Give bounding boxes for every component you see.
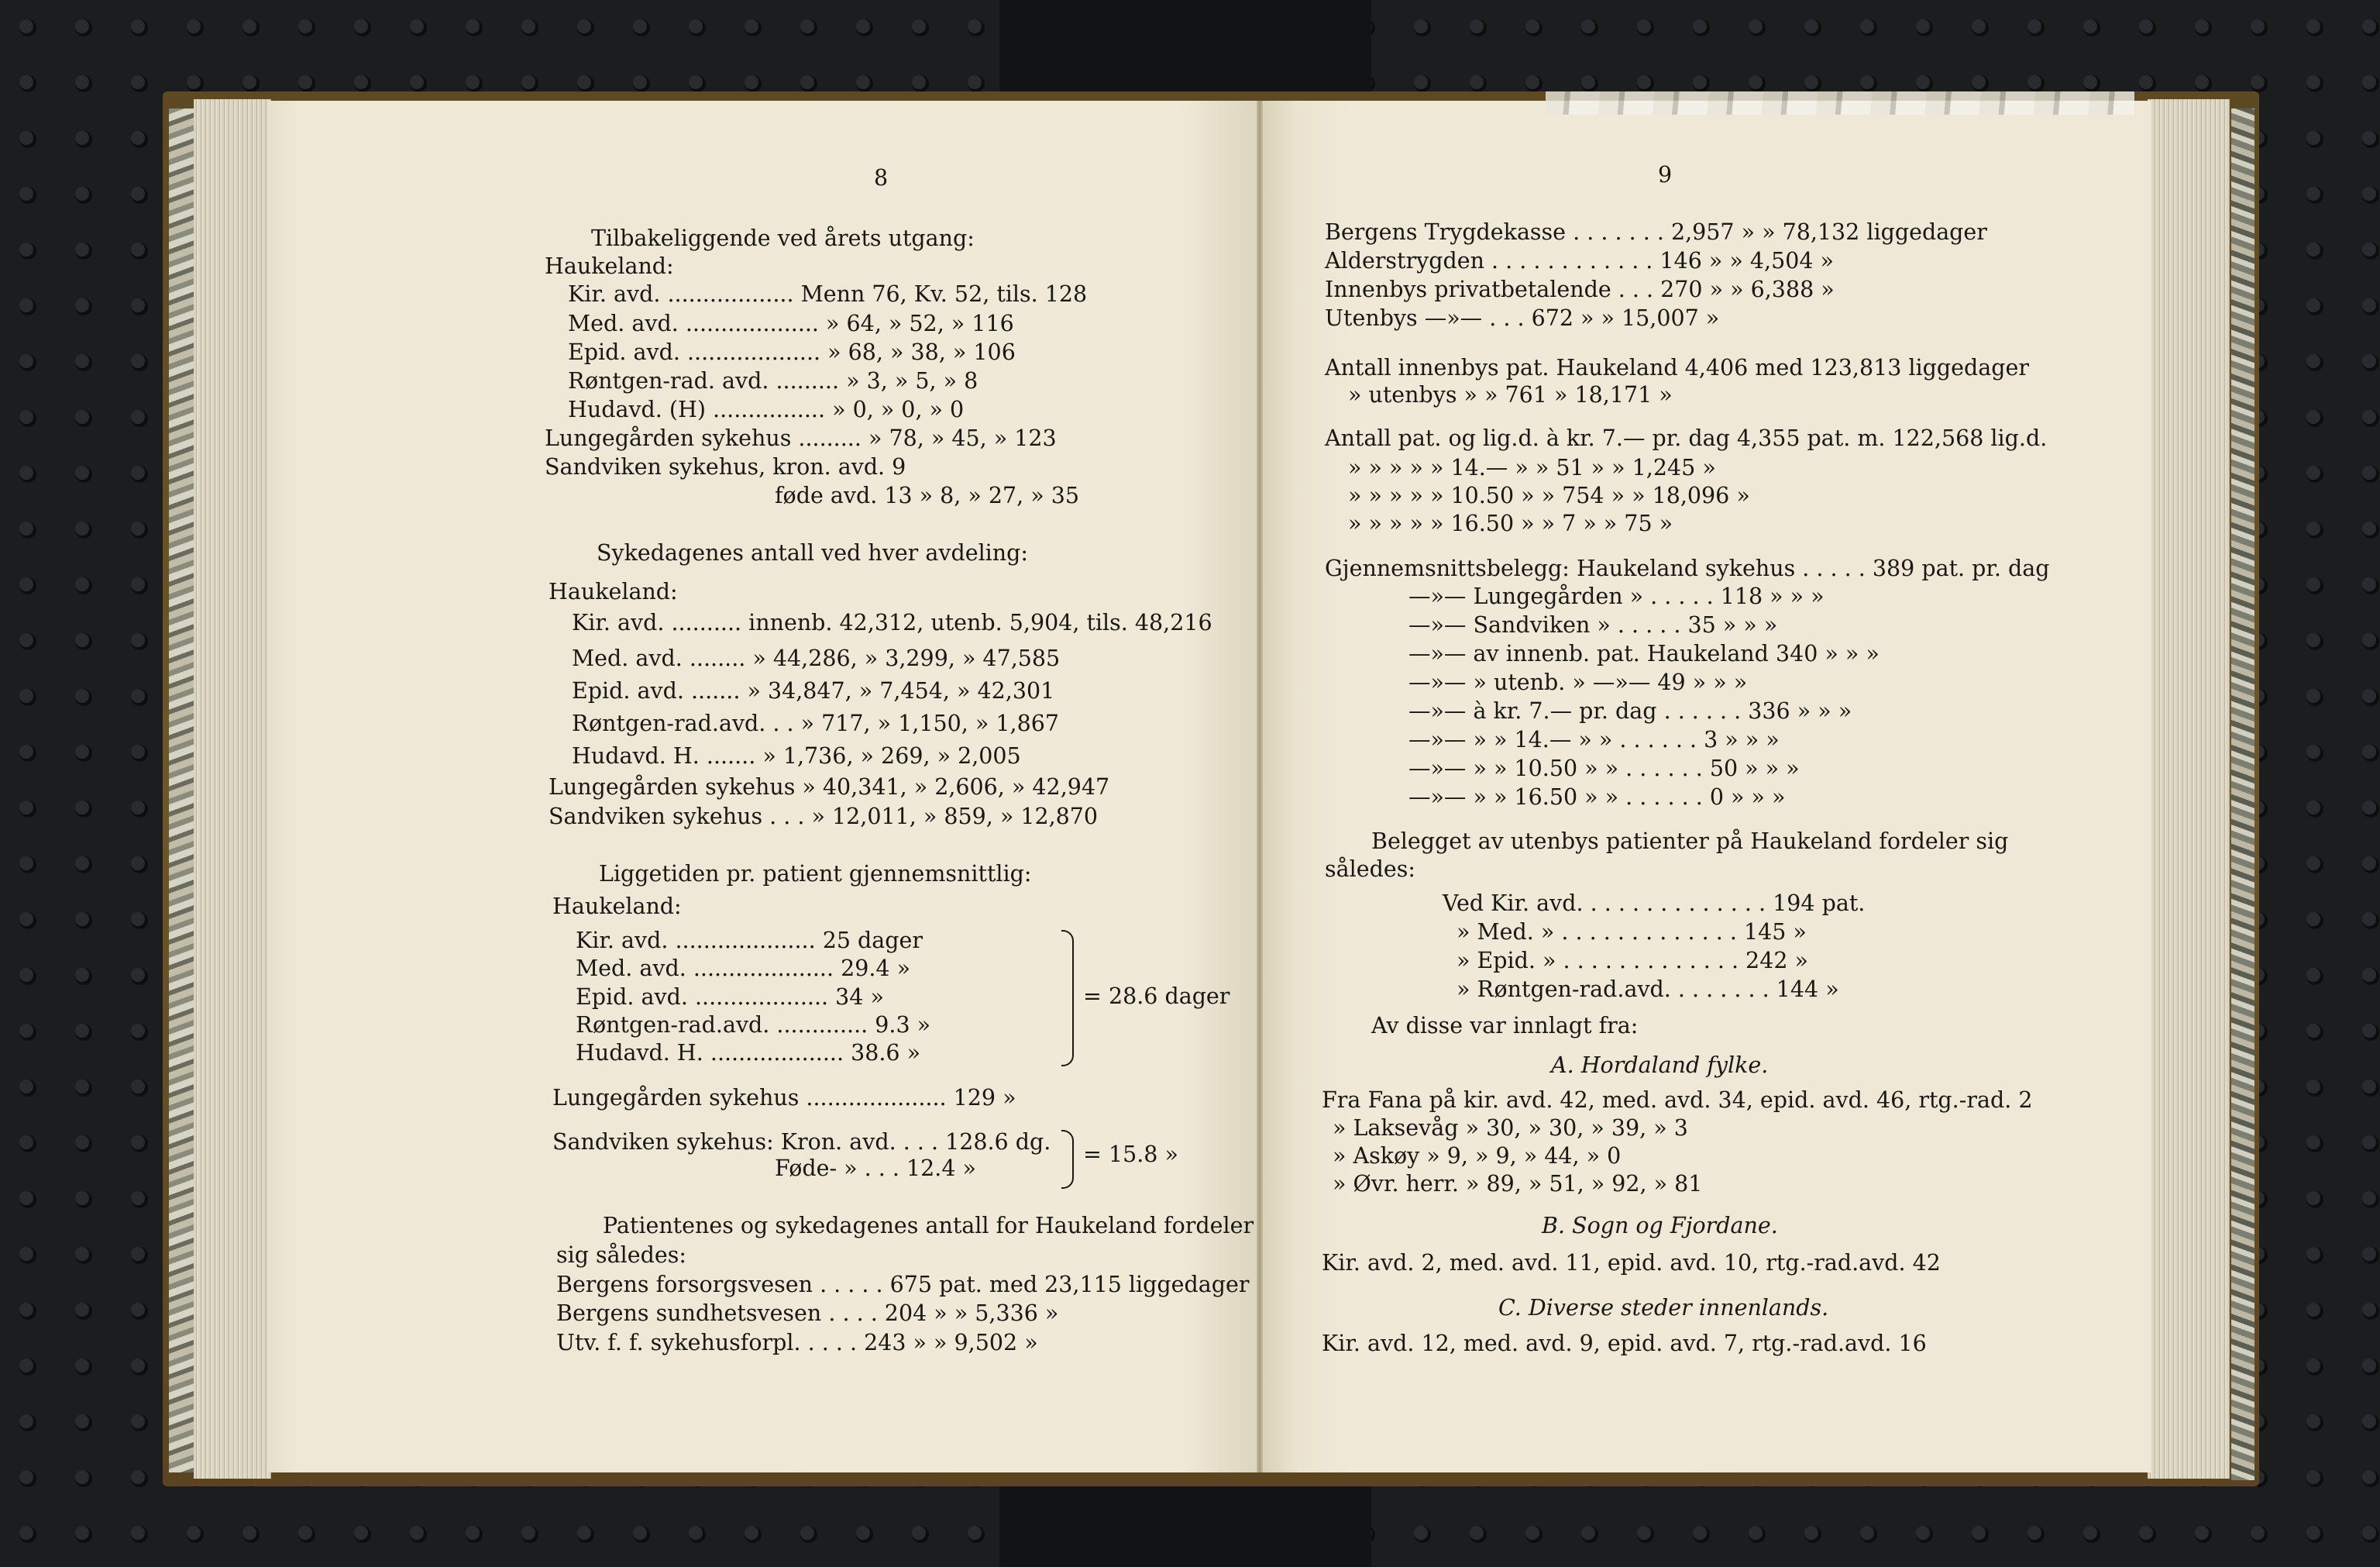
text-line: Utenbys —»— . . . 672 » » 15,007 » bbox=[1325, 305, 1720, 331]
right-brace bbox=[1061, 1130, 1074, 1189]
text-line: Lungegården sykehus ......... » 78, » 45, » 123 bbox=[545, 425, 1057, 451]
section-heading: B. Sogn og Fjordane. bbox=[1542, 1213, 1778, 1238]
text-line: således: bbox=[1325, 856, 1415, 882]
text-line: Sykedagenes antall ved hver avdeling: bbox=[597, 540, 1029, 566]
text-line: Haukeland: bbox=[552, 894, 682, 919]
page-edges-left bbox=[194, 99, 271, 1479]
text-line: Kir. avd. .................... 25 dager bbox=[576, 928, 923, 953]
text-line: » utenbys » » 761 » 18,171 » bbox=[1348, 382, 1673, 408]
text-line: Belegget av utenbys patienter på Haukeland fordeler sig bbox=[1371, 828, 2009, 854]
text-line: Bergens Trygdekasse . . . . . . . 2,957 » » 78,132 liggedager bbox=[1325, 219, 1987, 245]
text-line: » Askøy » 9, » 9, » 44, » 0 bbox=[1333, 1143, 1622, 1169]
text-line: Alderstrygden . . . . . . . . . . . . 146 » » 4,504 » bbox=[1325, 248, 1834, 274]
text-line: Antall innenbys pat. Haukeland 4,406 med 123,813 liggedager bbox=[1325, 355, 2029, 381]
text-line: » Øvr. herr. » 89, » 51, » 92, » 81 bbox=[1333, 1171, 1703, 1197]
text-line: Liggetiden pr. patient gjennemsnittlig: bbox=[599, 861, 1032, 887]
text-line: Fra Fana på kir. avd. 42, med. avd. 34, epid. avd. 46, rtg.-rad. 2 bbox=[1322, 1087, 2033, 1113]
text-line: » Laksevåg » 30, » 30, » 39, » 3 bbox=[1333, 1115, 1688, 1141]
text-line: Epid. avd. ................... » 68, » 38, » 106 bbox=[568, 339, 1016, 365]
page-edges-right bbox=[2148, 99, 2230, 1479]
text-line: —»— » » 14.— » » . . . . . . 3 » » » bbox=[1408, 727, 1780, 753]
text-line: Sandviken sykehus: Kron. avd. . . . 128.6 dg. bbox=[552, 1129, 1051, 1155]
text-line: Haukeland: bbox=[549, 579, 678, 604]
text-line: Kir. avd. .......... innenb. 42,312, utenb. 5,904, tils. 48,216 bbox=[572, 610, 1212, 635]
text-line: —»— » utenb. » —»— 49 » » » bbox=[1408, 670, 1748, 695]
text-line: —»— » » 10.50 » » . . . . . . 50 » » » bbox=[1408, 756, 1800, 781]
text-line: » » » » » 14.— » » 51 » » 1,245 » bbox=[1348, 455, 1716, 480]
text-line: Antall pat. og lig.d. à kr. 7.— pr. dag 4,355 pat. m. 122,568 lig.d. bbox=[1325, 425, 2048, 451]
section-heading: C. Diverse steder innenlands. bbox=[1498, 1295, 1829, 1321]
text-line: Med. avd. .................... 29.4 » bbox=[576, 956, 911, 981]
text-line: Med. avd. ........ » 44,286, » 3,299, » 47,585 bbox=[572, 646, 1061, 671]
text-line: Epid. avd. ....... » 34,847, » 7,454, » 42,301 bbox=[572, 678, 1055, 704]
text-line: Gjennemsnittsbelegg: Haukeland sykehus . . . . . 389 pat. pr. dag bbox=[1325, 556, 2050, 581]
text-line: Bergens forsorgsvesen . . . . . 675 pat. med 23,115 liggedager bbox=[556, 1272, 1250, 1297]
text-line: Haukeland: bbox=[545, 253, 674, 279]
text-line: Bergens sundhetsvesen . . . . 204 » » 5,336 » bbox=[556, 1300, 1059, 1326]
text-line: » Røntgen-rad.avd. . . . . . . . 144 » bbox=[1457, 976, 1839, 1002]
text-line: » » » » » 10.50 » » 754 » » 18,096 » bbox=[1348, 483, 1750, 508]
text-line: Føde- » . . . 12.4 » bbox=[775, 1155, 976, 1181]
text-line: Lungegården sykehus .................... 129 » bbox=[552, 1085, 1016, 1111]
text-line: Hudavd. H. ....... » 1,736, » 269, » 2,005 bbox=[572, 743, 1021, 769]
text-line: —»— Sandviken » . . . . . 35 » » » bbox=[1408, 612, 1778, 638]
text-line: —»— » » 16.50 » » . . . . . . 0 » » » bbox=[1408, 784, 1786, 810]
text-line: = 15.8 » bbox=[1083, 1142, 1178, 1167]
text-line: » Med. » . . . . . . . . . . . . . 145 » bbox=[1457, 919, 1807, 945]
text-line: = 28.6 dager bbox=[1083, 983, 1230, 1009]
text-line: Sandviken sykehus, kron. avd. 9 bbox=[545, 454, 906, 480]
text-line: Lungegården sykehus » 40,341, » 2,606, » 42,947 bbox=[549, 774, 1110, 800]
page-number-right: 9 bbox=[1658, 162, 1673, 188]
text-line: Epid. avd. ................... 34 » bbox=[576, 984, 884, 1010]
protective-sleeve bbox=[1546, 91, 2134, 115]
text-line: Røntgen-rad. avd. ......... » 3, » 5, » 8 bbox=[568, 368, 978, 394]
text-line: Med. avd. ................... » 64, » 52, » 116 bbox=[568, 311, 1014, 336]
text-line: Patientenes og sykedagenes antall for Haukeland fordeler bbox=[603, 1213, 1254, 1238]
text-line: Innenbys privatbetalende . . . 270 » » 6,388 » bbox=[1325, 277, 1835, 302]
text-line: Av disse var innlagt fra: bbox=[1371, 1013, 1639, 1038]
text-line: Ved Kir. avd. . . . . . . . . . . . . . 194 pat. bbox=[1443, 890, 1866, 916]
text-line: Røntgen-rad.avd. . . » 717, » 1,150, » 1,867 bbox=[572, 711, 1059, 736]
text-line: Hudavd. (H) ................ » 0, » 0, » 0 bbox=[568, 397, 965, 422]
text-line: Tilbakeliggende ved årets utgang: bbox=[591, 226, 975, 251]
text-line: føde avd. 13 » 8, » 27, » 35 bbox=[775, 483, 1080, 508]
book-gutter bbox=[1257, 101, 1263, 1472]
text-line: » Epid. » . . . . . . . . . . . . . 242 » bbox=[1457, 948, 1808, 973]
right-brace bbox=[1061, 930, 1074, 1066]
text-line: —»— à kr. 7.— pr. dag . . . . . . 336 » » » bbox=[1408, 698, 1852, 724]
section-heading: A. Hordaland fylke. bbox=[1551, 1052, 1769, 1078]
text-line: sig således: bbox=[556, 1242, 686, 1268]
text-line: Røntgen-rad.avd. ............. 9.3 » bbox=[576, 1012, 931, 1038]
text-line: —»— Lungegården » . . . . . 118 » » » bbox=[1408, 584, 1825, 609]
text-line: Utv. f. f. sykehusforpl. . . . . 243 » » 9,502 » bbox=[556, 1330, 1038, 1355]
marbled-endpaper-right bbox=[2231, 108, 2254, 1480]
text-line: Sandviken sykehus . . . » 12,011, » 859, » 12,870 bbox=[549, 804, 1099, 829]
text-line: —»— av innenb. pat. Haukeland 340 » » » bbox=[1408, 641, 1880, 666]
text-line: » » » » » 16.50 » » 7 » » 75 » bbox=[1348, 511, 1673, 536]
text-line: Hudavd. H. ................... 38.6 » bbox=[576, 1040, 921, 1066]
text-line: Kir. avd. 12, med. avd. 9, epid. avd. 7, rtg.-rad.avd. 16 bbox=[1322, 1331, 1927, 1356]
text-line: Kir. avd. .................. Menn 76, Kv. 52, tils. 128 bbox=[568, 281, 1088, 307]
text-line: Kir. avd. 2, med. avd. 11, epid. avd. 10, rtg.-rad.avd. 42 bbox=[1322, 1250, 1941, 1276]
page-number-left: 8 bbox=[874, 165, 889, 191]
